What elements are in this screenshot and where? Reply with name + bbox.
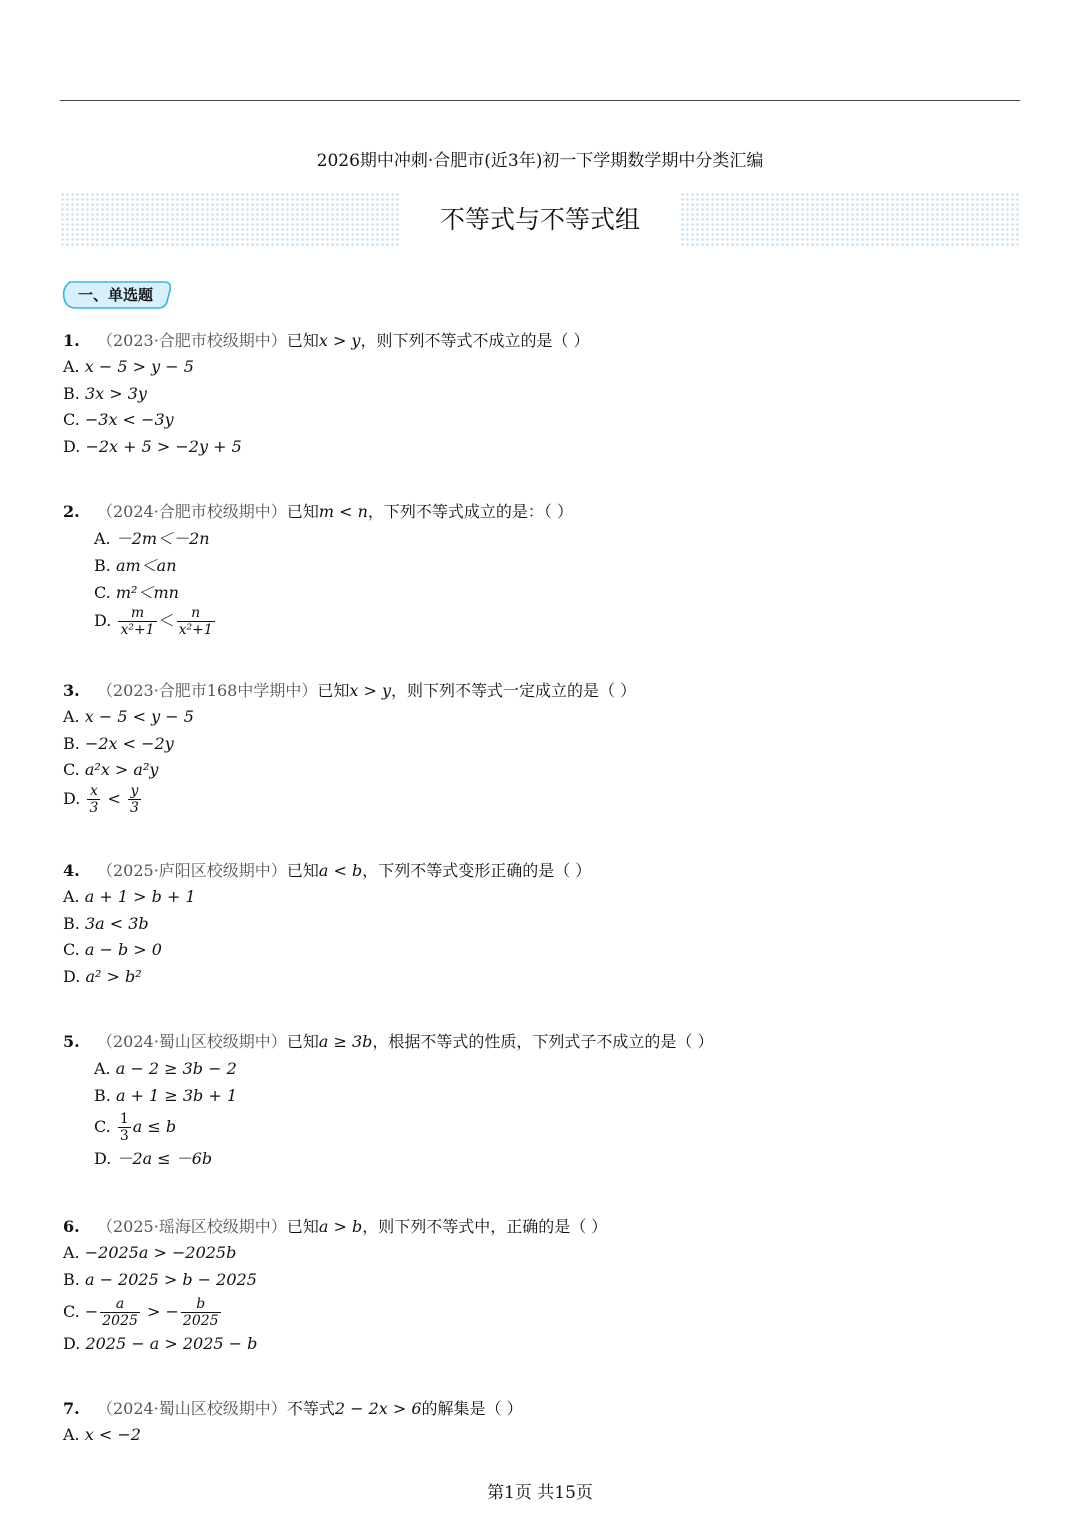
option-label: D. [63, 788, 81, 808]
question-number: 4. [63, 861, 80, 880]
option-expr: －2a ≤ －6b [116, 1149, 213, 1168]
fraction: $\frac{n}{\text{x²+1}}$ [178, 605, 213, 638]
option-a [94, 1055, 1023, 1082]
question-1 [63, 328, 1023, 460]
question-source: （2023·合肥市校级期中） [97, 331, 287, 350]
stem-text: 不等式 [286, 1399, 335, 1418]
option-label: A. [63, 357, 80, 376]
option-label: D. [63, 966, 81, 986]
question-number: 1. [63, 331, 80, 350]
question-5 [63, 1029, 1023, 1172]
fraction: $\frac{1}{3}$ [119, 1111, 129, 1144]
option-expr: a²x > a²y [84, 760, 159, 779]
question-stem [63, 499, 1023, 525]
option-label: C. [63, 940, 80, 959]
fraction: $\frac{y}{3}$ [129, 782, 139, 816]
option-a [63, 1240, 1023, 1267]
question-number: 3. [63, 681, 80, 700]
option-d [63, 784, 1023, 815]
question-stem [63, 1396, 1023, 1422]
option-label: A. [94, 1059, 111, 1078]
option-label: C. [63, 760, 80, 779]
option-b [63, 381, 1023, 408]
fraction: $\frac{x}{3}$ [89, 782, 99, 816]
question-source: （2023·合肥市168中学期中） [97, 681, 318, 700]
option-expr: −2025a > −2025b [84, 1243, 237, 1262]
stem-text: 的解集是（ ） [421, 1399, 523, 1418]
stem-condition: 2 − 2x > 6 [334, 1399, 422, 1418]
option-d [63, 964, 1023, 991]
series-title: 2026期中冲刺·合肥市(近3年)初一下学期数学期中分类汇编 [316, 151, 764, 171]
option-expr: x − 5 > y − 5 [84, 357, 194, 376]
option-expr: －2m＜－2n [115, 529, 210, 548]
options [63, 1240, 1023, 1358]
options [63, 1422, 1023, 1449]
section-badge [62, 276, 174, 312]
question-stem [63, 1214, 1023, 1240]
option-label: B. [94, 1086, 111, 1105]
question-stem [63, 858, 1023, 884]
option-c [94, 1109, 1023, 1145]
question-number: 7. [63, 1399, 80, 1418]
question-stem [63, 678, 1023, 704]
stem-text: ，则下列不等式一定成立的是（ ） [391, 681, 637, 700]
option-label: D. [63, 436, 81, 456]
document-title: 不等式与不等式组 [439, 205, 640, 234]
option-a [63, 1422, 1023, 1449]
question-number: 6. [63, 1217, 80, 1236]
question-source: （2024·蜀山区校级期中） [97, 1399, 287, 1418]
question-source: （2024·蜀山区校级期中） [97, 1032, 287, 1051]
question-6 [63, 1214, 1023, 1358]
question-4 [63, 858, 1023, 990]
title-banner [60, 192, 1020, 248]
option-label: B. [63, 383, 80, 403]
section-label: 一、单选题 [78, 286, 154, 304]
option-label: C. [94, 1117, 111, 1136]
option-a [63, 354, 1023, 381]
fraction: $\frac{b}{2025}$ [182, 1296, 219, 1329]
option-b [63, 911, 1023, 938]
stem-text: ，根据不等式的性质，下列式子不成立的是（ ） [372, 1032, 714, 1051]
stem-condition: m < n [318, 502, 368, 521]
option-d [63, 434, 1023, 461]
option-label: A. [63, 707, 80, 726]
question-number: 2. [63, 502, 80, 521]
option-label: D. [63, 1334, 81, 1353]
top-rule [60, 100, 1020, 101]
stem-text: ，则下列不等式中，正确的是（ ） [362, 1217, 608, 1236]
option-label: D. [94, 1149, 112, 1168]
option-label: C. [63, 410, 80, 429]
option-label: B. [63, 733, 80, 753]
option-sign: − [84, 1302, 99, 1321]
fraction: $\frac{m}{\text{x²+1}}$ [120, 605, 155, 638]
option-label: A. [63, 1243, 80, 1262]
option-c [63, 1293, 1023, 1331]
question-source: （2024·合肥市校级期中） [97, 502, 287, 521]
option-expr: a + 1 ≥ 3b + 1 [115, 1086, 237, 1105]
option-b [94, 1082, 1023, 1109]
option-expr: m²＜mn [115, 583, 179, 602]
option-a [94, 525, 1023, 552]
options [63, 884, 1023, 990]
stem-text: 已知 [286, 1032, 319, 1051]
option-label: C. [94, 583, 111, 602]
fraction: $\frac{a}{2025}$ [102, 1296, 138, 1329]
option-c [63, 937, 1023, 964]
option-expr: −2x < −2y [84, 733, 174, 753]
options [63, 704, 1023, 815]
question-source: （2025·瑶海区校级期中） [97, 1217, 287, 1236]
option-label: A. [94, 529, 111, 548]
option-label: B. [63, 913, 80, 933]
option-expr: a − 2 ≥ 3b − 2 [115, 1059, 237, 1078]
option-expr: −2x + 5 > −2y + 5 [85, 436, 242, 456]
option-label: B. [94, 556, 111, 575]
option-label: C. [63, 1302, 80, 1321]
stem-text: 已知 [286, 331, 319, 350]
option-expr: a − 2025 > b − 2025 [84, 1269, 257, 1289]
option-b [63, 1267, 1023, 1294]
option-expr: a − b > 0 [84, 940, 162, 959]
option-operator: < [107, 788, 121, 808]
question-stem [63, 328, 1023, 354]
option-expr: 3a < 3b [84, 913, 149, 933]
option-c [63, 407, 1023, 434]
option-label: D. [94, 611, 112, 630]
option-operator: ＜ [158, 611, 175, 630]
stem-text: 已知 [286, 861, 319, 880]
option-a [63, 884, 1023, 911]
stem-text: ，下列不等式成立的是：（ ） [367, 502, 573, 521]
option-label: A. [63, 887, 80, 906]
stem-condition: a > b [318, 1217, 363, 1236]
options [63, 354, 1023, 460]
option-c [94, 579, 1023, 606]
option-b [63, 731, 1023, 758]
question-source: （2025·庐阳区校级期中） [97, 861, 287, 880]
option-operator: > − [147, 1302, 179, 1321]
question-stem [63, 1029, 1023, 1055]
option-c [63, 757, 1023, 784]
option-label: A. [63, 1425, 80, 1444]
stem-text: 已知 [317, 681, 350, 700]
question-number: 5. [63, 1032, 80, 1051]
option-label: B. [63, 1269, 80, 1289]
stem-condition: a ≥ 3b [318, 1032, 373, 1051]
option-b [94, 552, 1023, 579]
stem-condition: x > y [349, 681, 392, 700]
options [63, 525, 1023, 637]
stem-condition: a < b [318, 861, 363, 880]
question-2 [63, 499, 1023, 637]
question-3 [63, 678, 1023, 815]
option-expr: a² > b² [85, 966, 142, 986]
option-d [94, 606, 1023, 637]
option-expr: x < −2 [84, 1425, 141, 1444]
page-number: 第1页 共15页 [487, 1483, 593, 1503]
option-expr: 2025 − a > 2025 − b [85, 1334, 258, 1353]
stem-text: 已知 [286, 502, 319, 521]
option-d [94, 1145, 1023, 1172]
option-expr: am＜an [115, 556, 177, 575]
option-expr: a + 1 > b + 1 [84, 887, 196, 906]
stem-condition: x > y [318, 331, 361, 350]
stem-text: ，下列不等式变形正确的是（ ） [362, 861, 592, 880]
option-expr: x − 5 < y − 5 [84, 707, 194, 726]
option-expr: a ≤ b [132, 1117, 177, 1136]
option-a [63, 704, 1023, 731]
stem-text: ，则下列不等式不成立的是（ ） [360, 331, 590, 350]
options [63, 1055, 1023, 1172]
option-expr: 3x > 3y [84, 383, 147, 403]
option-expr: −3x < −3y [84, 410, 174, 429]
stem-text: 已知 [286, 1217, 319, 1236]
question-7 [63, 1396, 1023, 1449]
option-d [63, 1331, 1023, 1358]
